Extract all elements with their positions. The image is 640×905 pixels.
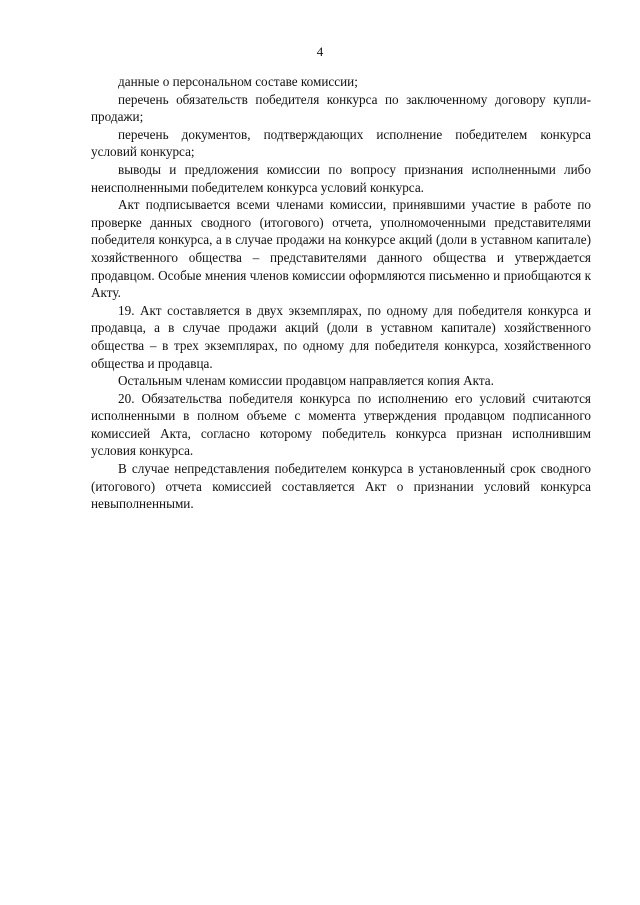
paragraph-commission-composition: данные о персональном составе комиссии; <box>118 74 358 89</box>
paragraph-copy-to-members: Остальным членам комиссии продавцом направляется копия Акта. <box>118 373 494 389</box>
paragraph-act-signing: Акт подписывается всеми членами комиссии, принявшими участие в работе по проверке данных сводного (итогового) отчета, уполномоченными представителями победителя конкурса, а в случае продажи на конкурсе акций (доли в уставном капитале) хозяйственного общества – представителями данного общества и утверждается продавцом. Особые мнения членов комиссии оформляются письменно и приобщаются к Акту. <box>91 197 591 301</box>
paragraph-commission-conclusions: выводы и предложения комиссии по вопросу признания исполненными либо неисполненными победителем конкурса условий конкурса. <box>91 161 591 195</box>
paragraph-19-act-copies: 19. Акт составляется в двух экземплярах, по одному для победителя конкурса и продавца, а в случае продажи акций (доли в уставном капитале) хозяйственного общества – в трех экземплярах, по одному для победителя конкурса, хозяйственного общества и продавца. <box>91 302 591 371</box>
paragraph-20-obligations-fulfilled: 20. Обязательства победителя конкурса по исполнению его условий считаются исполненными в полном объеме с момента утверждения продавцом подписанного комиссией Акта, согласно которому победитель конкурса признан исполнившим условия конкурса. <box>91 390 591 459</box>
paragraph-report-not-submitted: В случае непредставления победителем конкурса в установленный срок сводного (итогового) отчета комиссией составляется Акт о признании условий конкурса невыполненными. <box>91 461 591 512</box>
paragraph-obligations-list: перечень обязательств победителя конкурса по заключенному договору купли-продажи; <box>91 91 591 125</box>
paragraph-documents-list: перечень документов, подтверждающих исполнение победителем конкурса условий конкурса; <box>91 126 591 160</box>
document-body <box>91 73 591 513</box>
page-number: 4 <box>316 44 324 59</box>
